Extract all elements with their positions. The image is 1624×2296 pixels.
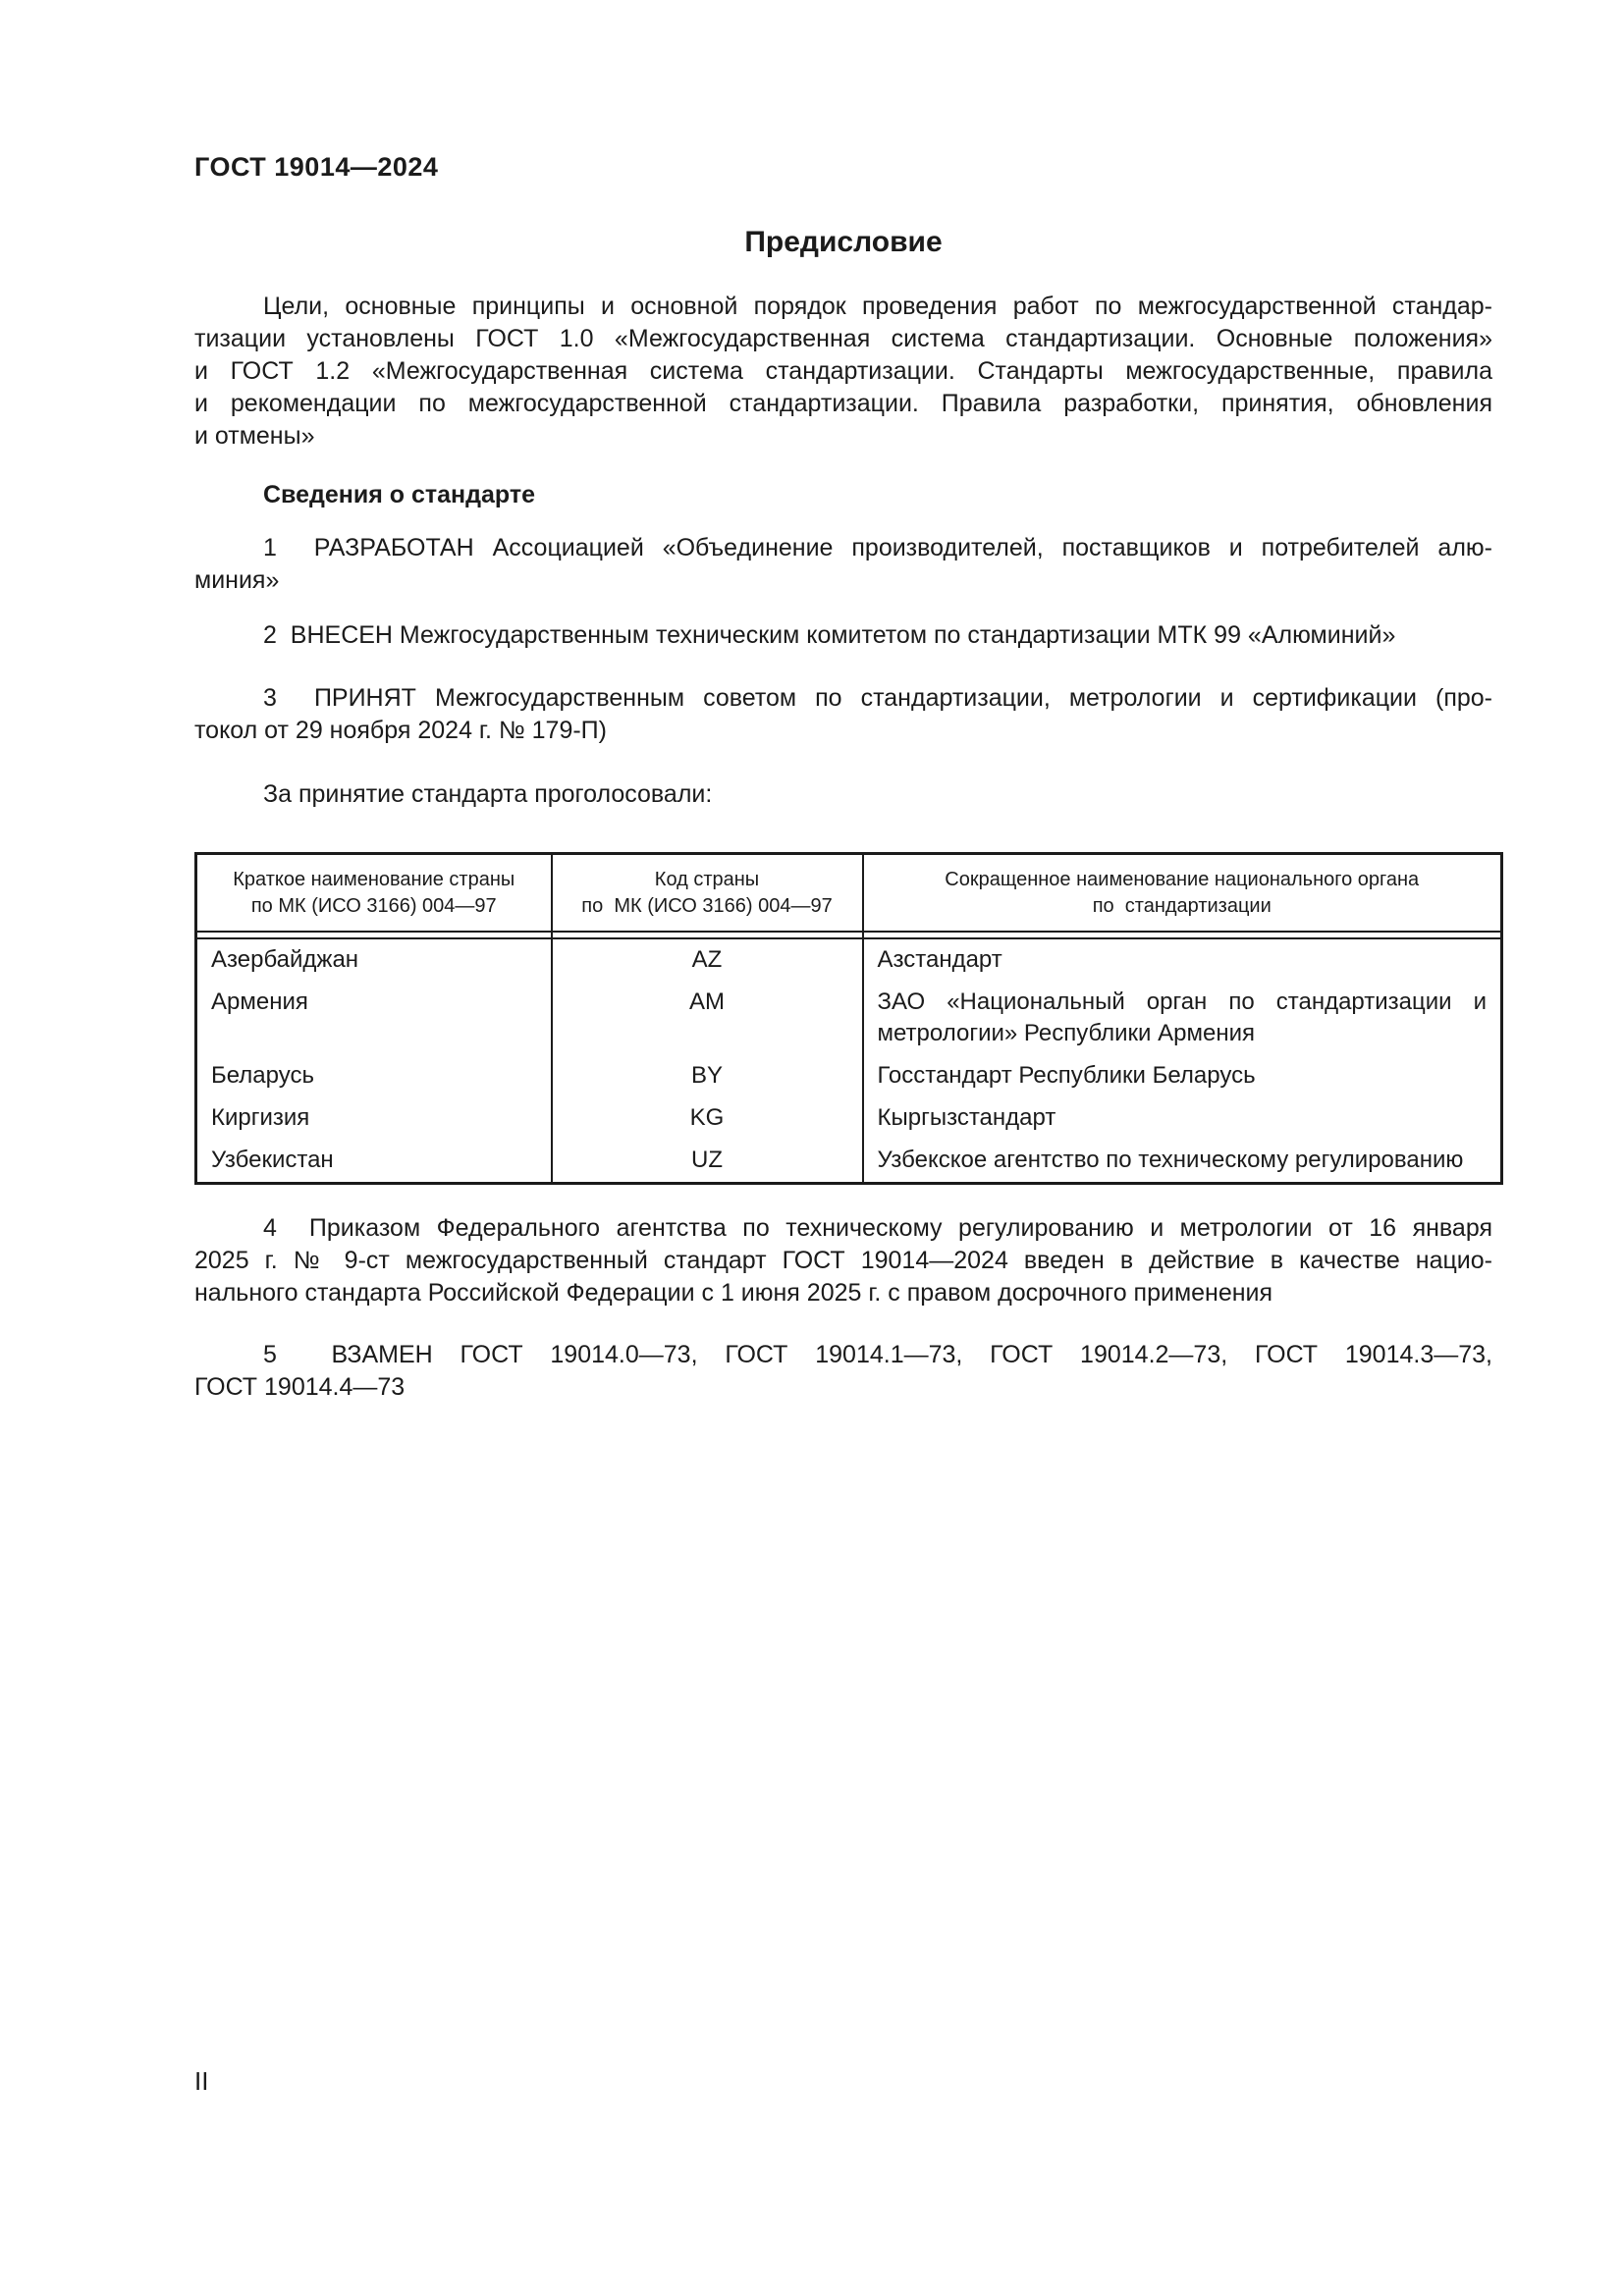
text-line: и рекомендации по межгосударственной стандартизации. Правила разработки, принятия, обновления [194,390,1492,417]
code-cell: BY [552,1055,863,1097]
org-line: ЗАО «Национальный орган по стандартизации и [877,988,1487,1015]
code-cell: UZ [552,1140,863,1184]
standard-info-heading: Сведения о стандарте [263,481,536,508]
country-cell: Армения [196,982,552,1055]
text-line: 1 РАЗРАБОТАН Ассоциацией «Объединение производителей, поставщиков и потребителей алю- [263,534,1492,561]
table-header-row [196,854,1502,933]
header-national-body [863,854,1502,933]
table-row [196,938,1502,982]
text-line: 3 ПРИНЯТ Межгосударственным советом по стандартизации, метрологии и сертификации (про- [263,684,1492,712]
header-country-code [552,854,863,933]
org-cell [863,982,1502,1055]
text-line: тизации установлены ГОСТ 1.0 «Межгосударственная система стандартизации. Основные положения» [194,325,1492,352]
item-3-adopted [194,682,1492,747]
header-line: Код страны [654,869,760,890]
text-line: и отмены» [194,422,315,450]
org-cell [863,1055,1502,1097]
code-cell: AM [552,982,863,1055]
doc-code-header: ГОСТ 19014—2024 [194,152,439,182]
intro-paragraph [194,291,1492,453]
code-cell: KG [552,1097,863,1140]
text-line: нального стандарта Российской Федерации с 1 июня 2025 г. с правом досрочного применения [194,1279,1273,1307]
header-line: по МК (ИСО 3166) 004—97 [581,895,833,917]
page-number: II [194,2066,209,2096]
header-line: Сокращенное наименование национального органа [945,869,1420,890]
table-row [196,1055,1502,1097]
table-row [196,1097,1502,1140]
text-line: 4 Приказом Федерального агентства по техническому регулированию и метрологии от 16 января [263,1214,1492,1242]
double-rule-cell [863,932,1502,938]
text-line: Цели, основные принципы и основной порядок проведения работ по межгосударственной стандар- [263,293,1492,320]
text-line: За принятие стандарта проголосовали: [263,780,713,808]
text-line: и ГОСТ 1.2 «Межгосударственная система стандартизации. Стандарты межгосударственные, правила [194,357,1492,385]
code-cell: AZ [552,938,863,982]
text-line: 5 ВЗАМЕН ГОСТ 19014.0—73, ГОСТ 19014.1—73, ГОСТ 19014.2—73, ГОСТ 19014.3—73, [263,1341,1492,1368]
text-line: токол от 29 ноября 2024 г. № 179-П) [194,717,607,744]
org-line: Госстандарт Республики Беларусь [877,1062,1256,1089]
header-line: по стандартизации [1092,895,1272,917]
org-cell [863,1097,1502,1140]
country-cell: Беларусь [196,1055,552,1097]
page-title: Предисловие [744,226,943,258]
page-content [194,0,1492,1404]
header-line: по МК (ИСО 3166) 004—97 [250,895,497,917]
double-rule-row [196,932,1502,938]
item-4-order [194,1212,1492,1309]
item-5-replaces [194,1339,1492,1404]
table-row [196,1140,1502,1184]
double-rule-cell [196,932,552,938]
item-2-submitted [194,619,1492,652]
country-cell: Азербайджан [196,938,552,982]
text-line: 2025 г. № 9-ст межгосударственный стандарт ГОСТ 19014—2024 введен в действие в качестве нацио- [194,1247,1492,1274]
vote-intro [194,778,1492,811]
org-cell [863,938,1502,982]
org-cell [863,1140,1502,1184]
country-cell: Узбекистан [196,1140,552,1184]
double-rule-cell [552,932,863,938]
item-1-developed [194,532,1492,597]
text-line: 2 ВНЕСЕН Межгосударственным техническим комитетом по стандартизации МТК 99 «Алюминий» [263,621,1396,649]
org-line: Кыргызстандарт [877,1104,1056,1131]
org-line: метрологии» Республики Армения [877,1020,1255,1046]
org-line: Узбекское агентство по техническому регулированию [877,1147,1464,1173]
header-country-name [196,854,552,933]
country-cell: Киргизия [196,1097,552,1140]
org-line: Азстандарт [877,946,1002,973]
text-line: миния» [194,566,280,594]
header-line: Краткое наименование страны [233,869,515,890]
voting-table [194,852,1503,1185]
table-row [196,982,1502,1055]
text-line: ГОСТ 19014.4—73 [194,1373,406,1401]
